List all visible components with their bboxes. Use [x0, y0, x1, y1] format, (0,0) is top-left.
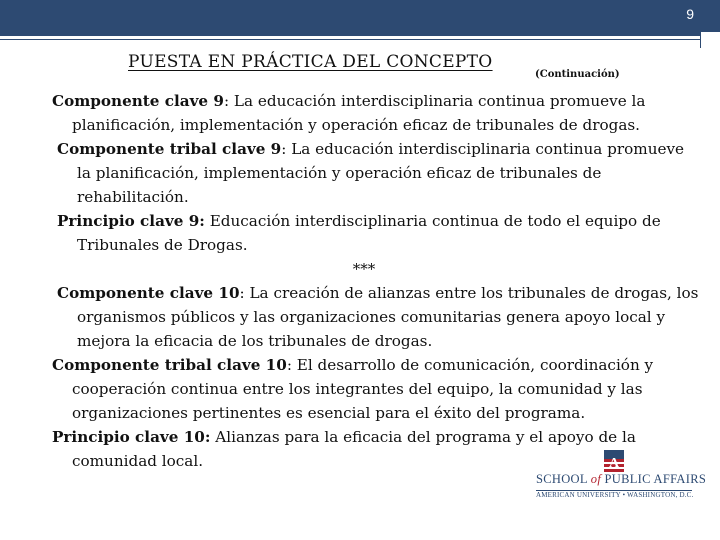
- paragraph-componente-clave-9: [52, 89, 692, 137]
- paragraph-componente-tribal-clave-10: [52, 353, 694, 425]
- section-separator: ***: [352, 260, 376, 278]
- page-number: 9: [686, 6, 694, 22]
- paragraph-text: : La creación de alianzas entre los tribunales de drogas, los organismos públicos y las organizaciones comunitarias genera apoyo local y mejora la eficacia de los tribunales de drogas.: [77, 284, 699, 350]
- header-bar: [0, 0, 720, 32]
- paragraph-componente-clave-10: [57, 281, 701, 353]
- logo-title-of: of: [590, 472, 602, 486]
- logo-title-public-affairs: PUBLIC AFFAIRS: [601, 472, 707, 486]
- paragraph-principio-clave-9: [57, 209, 697, 257]
- header-accent-bar: [0, 32, 700, 36]
- paragraph-label: Componente tribal clave 10: [52, 356, 287, 374]
- paragraph-text: Alianzas para la eficacia del programa y el apoyo de la comunidad local.: [72, 428, 636, 470]
- paragraph-label: Principio clave 9:: [57, 212, 205, 230]
- paragraph-text: : La educación interdisciplinaria continua promueve la planificación, implementación y operación eficaz de tribunales de rehabilitación.: [77, 140, 685, 206]
- logo-title: [536, 472, 707, 487]
- paragraph-text: : El desarrollo de comunicación, coordinación y cooperación continua entre los integrantes del equipo, la comunidad y las organizaciones pertinentes es esencial para el éxito del programa.: [72, 356, 654, 422]
- slide-title-suffix: (Continuación): [535, 69, 620, 80]
- slide-title: PUESTA EN PRÁCTICA DEL CONCEPTO: [128, 52, 493, 72]
- logo-subtitle: AMERICAN UNIVERSITY • WASHINGTON, D.C.: [536, 491, 694, 499]
- paragraph-label: Componente clave 10: [57, 284, 240, 302]
- slide-content: [0, 89, 720, 473]
- header-right-rule: [700, 0, 701, 48]
- school-logo: [536, 450, 707, 502]
- paragraph-text: : La educación interdisciplinaria continua promueve la planificación, implementación y operación eficaz de tribunales de drogas.: [72, 92, 646, 134]
- paragraph-label: Principio clave 10:: [52, 428, 211, 446]
- paragraph-label: Componente tribal clave 9: [57, 140, 282, 158]
- paragraph-text: Educación interdisciplinaria continua de todo el equipo de Tribunales de Drogas.: [77, 212, 661, 254]
- american-university-shield-icon: [604, 450, 624, 472]
- svg-text:A: A: [608, 456, 620, 471]
- paragraph-label: Componente clave 9: [52, 92, 224, 110]
- paragraph-componente-tribal-clave-9: [57, 137, 697, 209]
- logo-title-school: SCHOOL: [536, 472, 591, 486]
- header-rule: [0, 39, 700, 40]
